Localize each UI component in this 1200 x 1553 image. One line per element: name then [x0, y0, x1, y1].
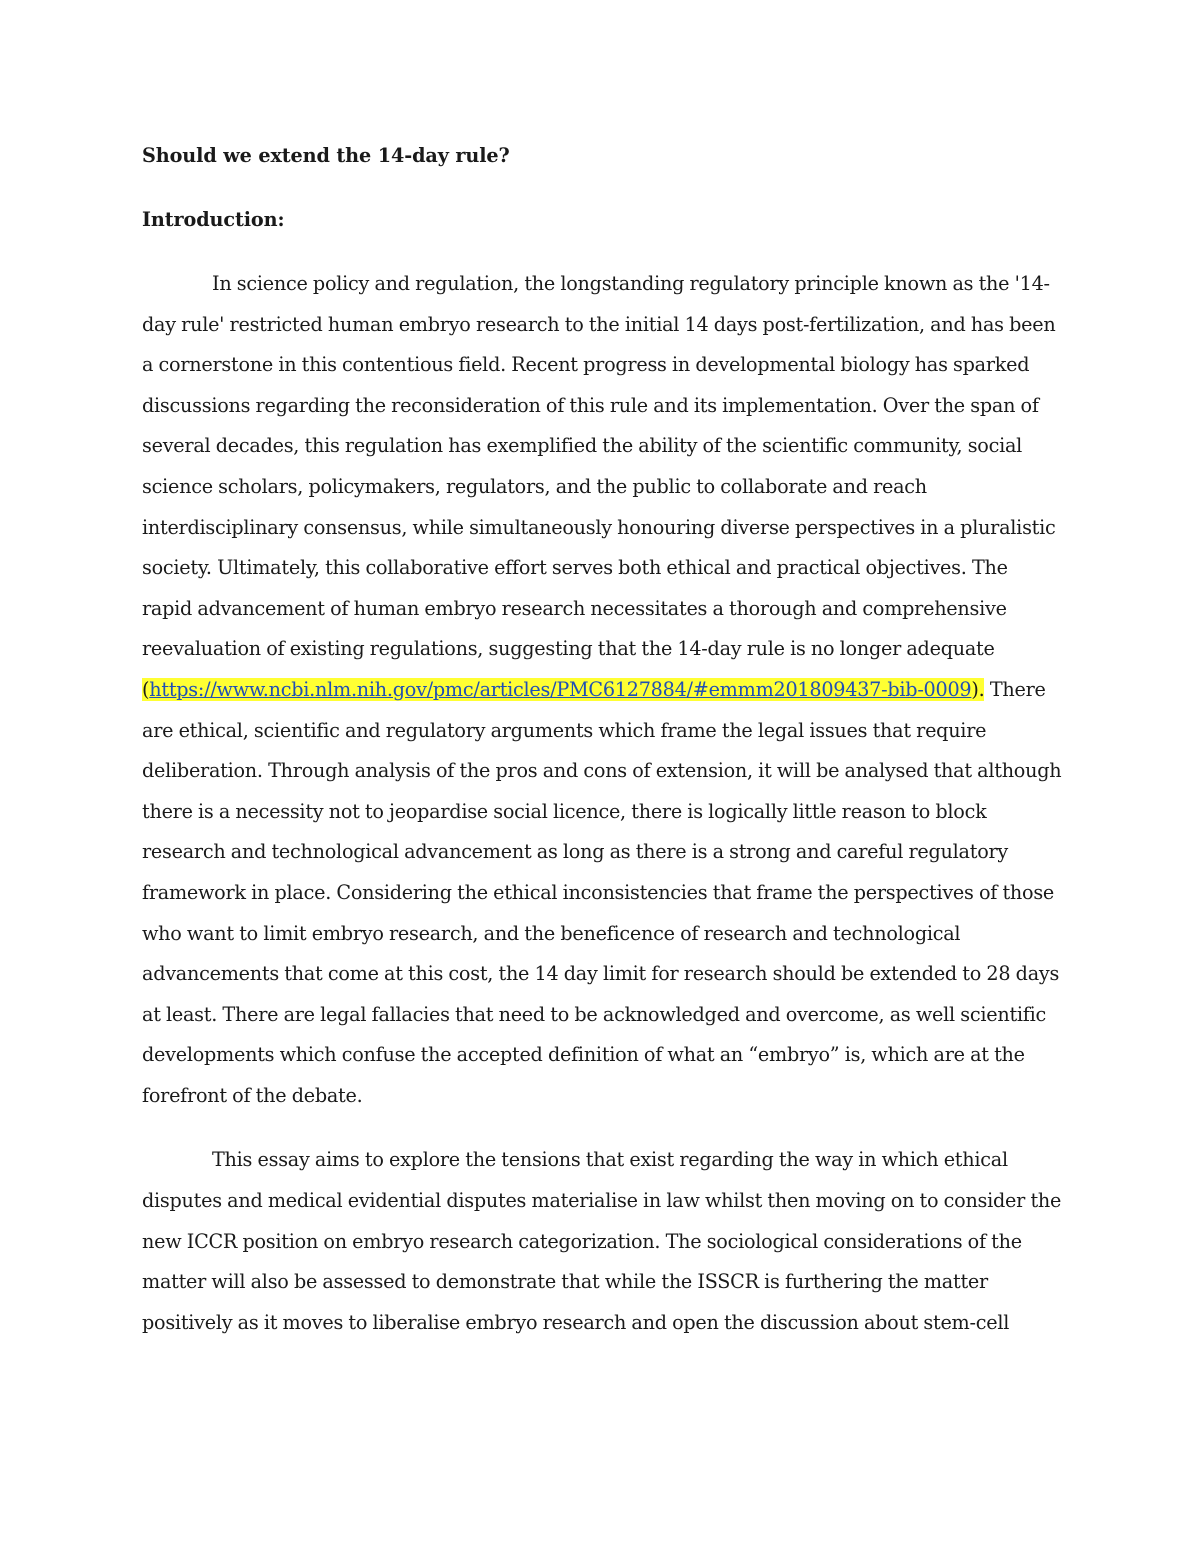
paragraph-1-text-before-link: In science policy and regulation, the longstanding regulatory principle known as the '14-day rule' restricted human embryo research to the initial 14 days post-fertilization, and has been a cornerstone in this contentious field. Recent progress in developmental biology has sparked discussions regarding the reconsideration of this rule and its implementation. Over the span of several decades, this regulation has exemplified the ability of the scientific community, social science scholars, policymakers, regulators, and the public to collaborate and reach interdisciplinary consensus, while simultaneously honouring diverse perspectives in a pluralistic society. Ultimately, this collaborative effort serves both ethical and practical objectives. The rapid advancement of human embryo research necessitates a thorough and comprehensive reevaluation of existing regulations, suggesting that the 14-day rule is no longer adequate	[142, 272, 1056, 661]
citation-open-paren: (	[142, 677, 150, 701]
section-heading-introduction: Introduction:	[142, 208, 285, 231]
paragraph-introduction-1	[142, 264, 1062, 1116]
document-body	[142, 136, 1062, 1343]
document-title: Should we extend the 14-day rule?	[142, 144, 510, 167]
paragraph-1-text-after-link: There are ethical, scientific and regulatory arguments which frame the legal issues that require deliberation. Through analysis of the pros and cons of extension, it will be analysed that although there is a necessity not to jeopardise social licence, there is logically little reason to block research and technological advancement as long as there is a strong and careful regulatory framework in place. Considering the ethical inconsistencies that frame the perspectives of those who want to limit embryo research, and the beneficence of research and technological advancements that come at this cost, the 14 day limit for research should be extended to 28 days at least. There are legal fallacies that need to be acknowledged and overcome, as well scientific developments which confuse the accepted definition of what an “embryo” is, which are at the forefront of the debate.	[142, 677, 1062, 1107]
citation-link[interactable]: https://www.ncbi.nlm.nih.gov/pmc/articles/PMC6127884/#emmm201809437-bib-0009	[149, 677, 972, 701]
highlighted-citation	[142, 678, 984, 701]
paragraph-introduction-2: This essay aims to explore the tensions that exist regarding the way in which ethical disputes and medical evidential disputes materialise in law whilst then moving on to consider the new ICCR position on embryo research categorization. The sociological considerations of the matter will also be assessed to demonstrate that while the ISSCR is furthering the matter positively as it moves to liberalise embryo research and open the discussion about stem-cell	[142, 1148, 1062, 1334]
citation-close-paren: ).	[971, 677, 985, 701]
